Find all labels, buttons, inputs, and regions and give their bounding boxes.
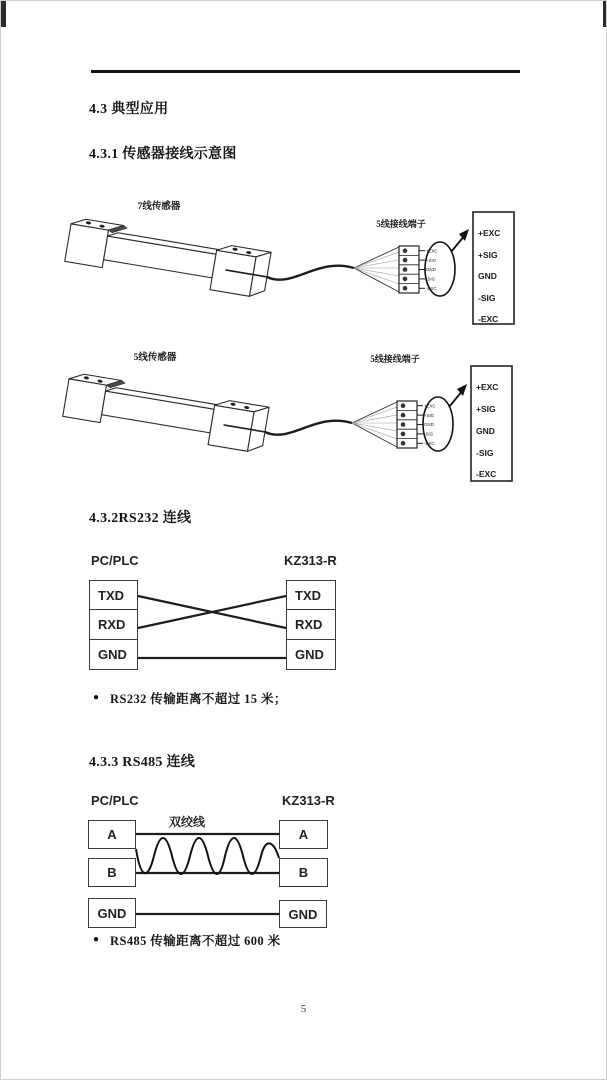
connector-pin-label: GND	[424, 422, 434, 428]
wire-fanout	[352, 402, 397, 447]
rs232-right-device-label: KZ313-R	[284, 553, 337, 568]
rs232-left-connector	[89, 580, 138, 670]
terminal-pin-label: -SIG	[476, 448, 494, 458]
rs232-note	[93, 689, 287, 707]
bullet-icon: ●	[93, 692, 100, 703]
rs485-right-device-label: KZ313-R	[282, 793, 335, 808]
terminal-pin-label: -EXC	[476, 469, 497, 479]
section-title-4-3-1: 4.3.1 传感器接线示意图	[89, 147, 237, 162]
connector-pin-label: -EXC	[424, 441, 435, 446]
sensor-wiring-diagram-1	[61, 196, 541, 351]
section-title-4-3-2: 4.3.2RS232 连线	[89, 511, 192, 526]
rs485-right-pin-b: B	[279, 858, 328, 887]
sensor-cable	[265, 421, 352, 435]
rs232-left-pin-gnd: GND	[89, 639, 138, 670]
terminal-pin-label: -SIG	[478, 293, 496, 303]
terminal-block-label: 5线接线端子	[370, 354, 420, 364]
rs485-left-pin-b: B	[88, 858, 136, 887]
terminal-pin-label: GND	[478, 271, 497, 281]
wire-fanout	[354, 247, 399, 292]
terminal-strip	[397, 397, 453, 451]
terminal-box	[471, 366, 512, 481]
twisted-pair-label: 双绞线	[169, 815, 206, 829]
header-rule	[91, 70, 520, 73]
sensor-label: 5线传感器	[133, 353, 177, 363]
terminal-pin-label: GND	[476, 426, 495, 436]
connector-pin-label: +SIG	[424, 412, 435, 418]
connector-pin-label: +EXC	[426, 248, 438, 254]
rs485-left-pin-gnd: GND	[88, 898, 136, 928]
terminal-box	[473, 212, 514, 324]
load-cell-drawing	[64, 217, 271, 299]
bullet-icon: ●	[93, 934, 100, 945]
section-title-4-3-3: 4.3.3 RS485 连线	[89, 755, 196, 770]
pointer-arrow-icon	[449, 384, 467, 407]
terminal-pin-label: +EXC	[476, 382, 499, 392]
rs232-right-connector	[286, 580, 336, 670]
connector-pin-label: GND	[426, 267, 436, 273]
terminal-pin-label: +SIG	[476, 404, 496, 414]
rs232-left-pin-rxd: RXD	[89, 609, 138, 640]
sensor-cable	[267, 266, 354, 280]
terminal-pin-label: -EXC	[478, 314, 499, 324]
rs485-right-pin-a: A	[279, 820, 328, 849]
terminal-block-label: 5线接线端子	[376, 219, 426, 229]
rs485-left-pin-a: A	[88, 820, 136, 849]
rs485-note	[93, 931, 281, 949]
scan-artifact-top-left	[1, 1, 6, 27]
rs232-right-pin-rxd: RXD	[286, 609, 336, 640]
section-title-4-3: 4.3 典型应用	[89, 102, 169, 117]
rs232-left-device-label: PC/PLC	[91, 553, 139, 568]
pointer-arrow-icon	[451, 229, 469, 252]
connector-pin-label: -SIG	[426, 276, 436, 282]
sensor-label: 7线传感器	[137, 202, 181, 212]
rs485-note-text: RS485 传输距离不超过 600 米	[110, 934, 281, 948]
rs232-right-pin-txd: TXD	[286, 580, 336, 611]
terminal-pin-label: +EXC	[478, 228, 501, 238]
load-cell-drawing	[62, 372, 269, 454]
connector-pin-label: +SIG	[426, 257, 437, 263]
rs485-left-device-label: PC/PLC	[91, 793, 139, 808]
rs485-right-pin-gnd: GND	[279, 900, 327, 928]
page-number: 5	[300, 1003, 307, 1015]
connector-pin-label: -EXC	[426, 286, 437, 291]
terminal-strip	[399, 242, 455, 296]
sensor-wiring-diagram-2	[59, 349, 539, 504]
scan-artifact-top-right	[603, 1, 607, 27]
rs232-right-pin-gnd: GND	[286, 639, 336, 670]
connector-pin-label: -SIG	[424, 431, 434, 437]
connector-pin-label: +EXC	[424, 403, 436, 409]
rs232-left-pin-txd: TXD	[89, 580, 138, 611]
terminal-pin-label: +SIG	[478, 250, 498, 260]
rs232-note-text: RS232 传输距离不超过 15 米；	[110, 692, 287, 706]
twisted-pair-wave	[136, 838, 279, 874]
